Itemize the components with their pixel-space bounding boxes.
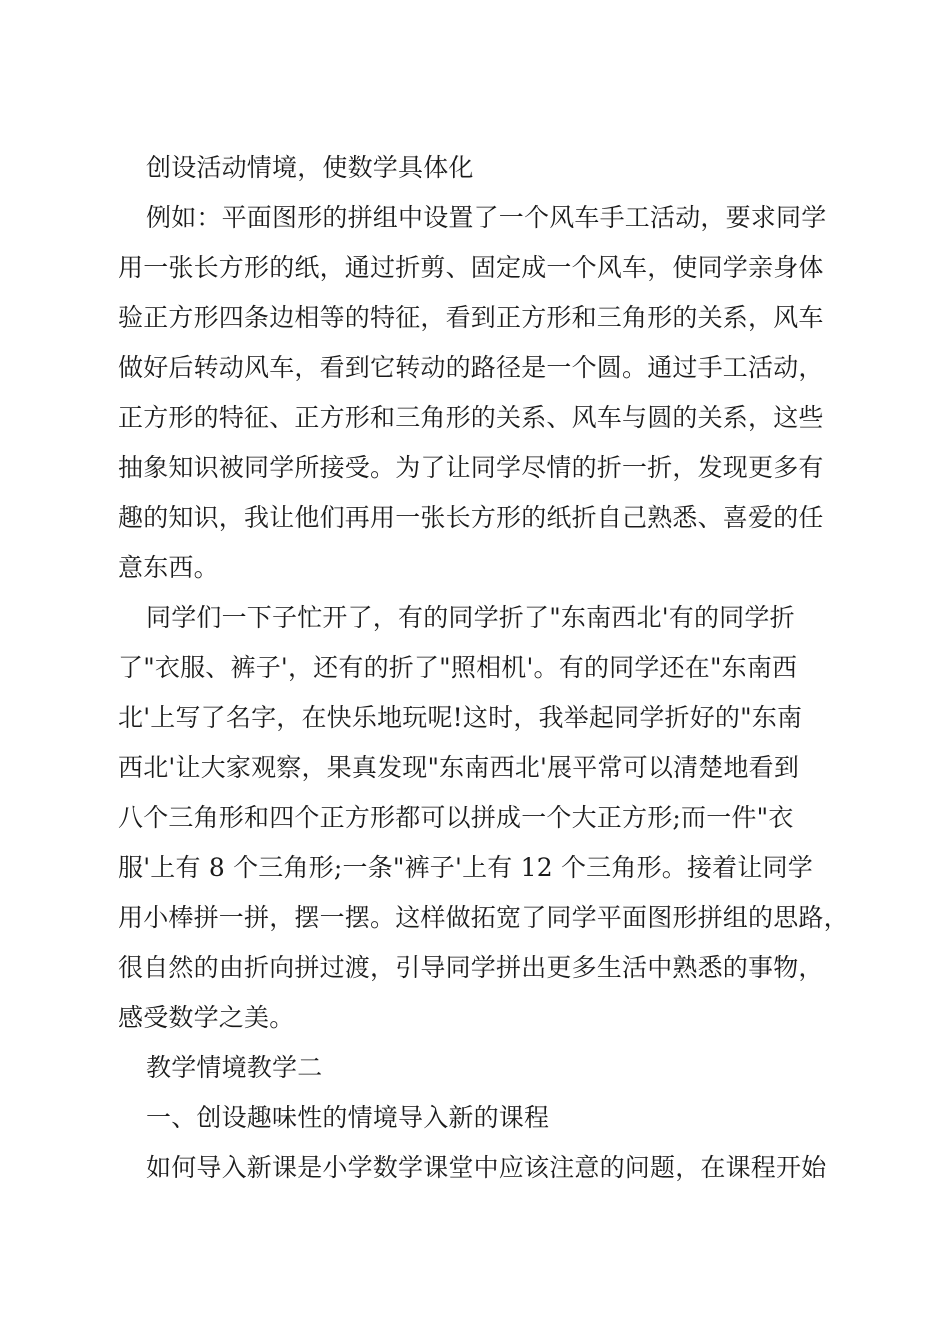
section-heading: 创设活动情境，使数学具体化: [146, 153, 474, 182]
paragraph-line: 趣的知识，我让他们再用一张长方形的纸折自己熟悉、喜爱的任: [118, 503, 824, 532]
paragraph-line: 抽象知识被同学所接受。为了让同学尽情的折一折，发现更多有: [118, 453, 824, 482]
paragraph-line: 用一张长方形的纸，通过折剪、固定成一个风车，使同学亲身体: [118, 253, 824, 282]
paragraph-line: 意东西。: [118, 553, 219, 582]
paragraph-line: 西北'让大家观察，果真发现"东南西北'展平常可以清楚地看到: [118, 753, 800, 782]
paragraph-line: 很自然的由折向拼过渡，引导同学拼出更多生活中熟悉的事物，: [118, 953, 824, 982]
paragraph-line: 八个三角形和四个正方形都可以拼成一个大正方形;而一件"衣: [118, 803, 794, 832]
paragraph-line: 正方形的特征、正方形和三角形的关系、风车与圆的关系，这些: [118, 403, 824, 432]
paragraph-line: 北'上写了名字，在快乐地玩呢!这时，我举起同学折好的"东南: [118, 703, 803, 732]
paragraph-line: 服'上有 8 个三角形;一条"裤子'上有 12 个三角形。接着让同学: [118, 853, 813, 882]
paragraph-line: 验正方形四条边相等的特征，看到正方形和三角形的关系，风车: [118, 303, 824, 332]
paragraph-line: 感受数学之美。: [118, 1003, 295, 1032]
paragraph-line: 例如：平面图形的拼组中设置了一个风车手工活动，要求同学: [146, 203, 827, 232]
paragraph-line: 做好后转动风车，看到它转动的路径是一个圆。通过手工活动，: [118, 353, 824, 382]
subsection-heading: 一、创设趣味性的情境导入新的课程: [146, 1103, 550, 1132]
section-heading: 教学情境教学二: [146, 1053, 323, 1082]
paragraph-line: 用小棒拼一拼，摆一摆。这样做拓宽了同学平面图形拼组的思路，: [118, 903, 849, 932]
paragraph-line: 了"衣服、裤子'，还有的折了"照相机'。有的同学还在"东南西: [118, 653, 798, 682]
paragraph-line: 如何导入新课是小学数学课堂中应该注意的问题，在课程开始: [146, 1153, 827, 1182]
paragraph-line: 同学们一下子忙开了，有的同学折了"东南西北'有的同学折: [146, 603, 795, 632]
